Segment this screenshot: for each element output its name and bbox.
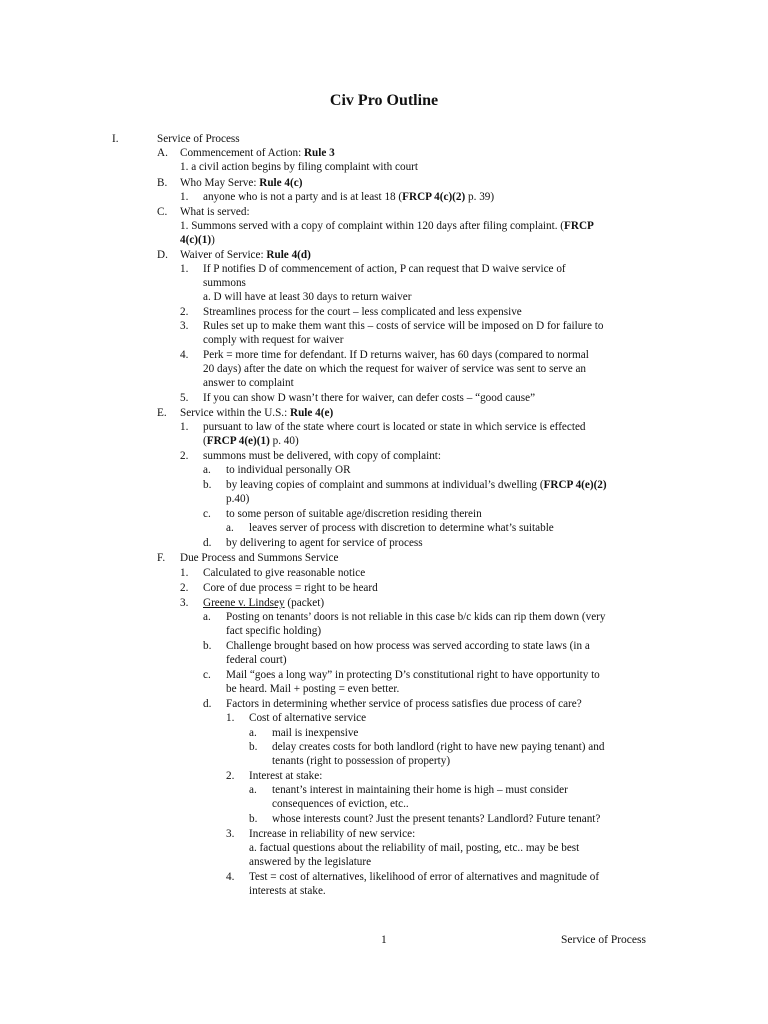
outline-line — [203, 581, 378, 595]
line-text: Core of due process = right to be heard — [203, 582, 378, 594]
line-text: whose interests count? Just the present tenants? Landlord? Future tenant? — [272, 813, 601, 825]
outline-line — [203, 190, 494, 204]
line-text: a. D will have at least 30 days to return waiver — [203, 291, 412, 303]
line-text: answered by the legislature — [249, 856, 372, 868]
outline-marker: c. — [203, 508, 211, 520]
rule-citation: FRCP 4(e)(2) — [543, 479, 607, 491]
line-text: to individual personally OR — [226, 464, 351, 476]
line-text: Mail “goes a long way” in protecting D’s constitutional right to have opportunity to — [226, 669, 600, 681]
outline-line — [203, 449, 441, 463]
outline-line — [180, 146, 335, 160]
line-text: 1. Summons served with a copy of complaint within 120 days after filing complaint. ( — [180, 220, 565, 232]
outline-line — [203, 391, 535, 405]
line-text: answer to complaint — [203, 377, 294, 389]
line-text: anyone who is not a party and is at least 18 ( — [203, 191, 403, 203]
outline-line — [272, 754, 450, 768]
line-text: Commencement of Action: — [180, 147, 304, 159]
line-text: tenant’s interest in maintaining their home is high – must consider — [272, 784, 568, 796]
outline-line — [249, 711, 366, 725]
outline-line — [203, 376, 294, 390]
outline-marker: c. — [203, 669, 211, 681]
outline-marker: 1. — [180, 421, 189, 433]
outline-marker: d. — [203, 698, 212, 710]
page-number: 1 — [381, 934, 387, 946]
line-text: Factors in determining whether service of process satisfies due process of care? — [226, 698, 582, 710]
line-text: If you can show D wasn’t there for waiver, can defer costs – “good cause” — [203, 392, 536, 404]
outline-marker: 3. — [180, 597, 189, 609]
outline-line — [180, 219, 594, 233]
line-text: What is served: — [180, 206, 250, 218]
outline-line — [180, 160, 418, 174]
line-text: p.40) — [226, 493, 250, 505]
outline-line — [249, 841, 579, 855]
outline-line — [180, 176, 302, 190]
outline-line — [203, 348, 589, 362]
outline-line — [226, 478, 607, 492]
outline-line — [203, 333, 343, 347]
rule-citation: Rule 3 — [303, 147, 335, 159]
outline-marker: 2. — [226, 770, 235, 782]
outline-marker: F. — [157, 552, 166, 564]
outline-line — [272, 797, 409, 811]
outline-marker: C. — [157, 206, 168, 218]
outline-marker: a. — [249, 784, 257, 796]
line-text: Who May Serve: — [180, 177, 260, 189]
line-text: consequences of eviction, etc.. — [272, 798, 409, 810]
line-text: ) — [211, 234, 215, 246]
line-text: Rules set up to make them want this – costs of service will be imposed on D for failure to — [203, 320, 604, 332]
rule-citation: FRCP — [564, 220, 594, 232]
outline-marker: a. — [203, 464, 211, 476]
footer-section-title: Service of Process — [561, 934, 646, 946]
outline-line — [226, 653, 287, 667]
line-text: Service within the U.S.: — [180, 407, 290, 419]
line-text: fact specific holding) — [226, 625, 322, 637]
outline-line — [180, 551, 338, 565]
line-text: summons — [203, 277, 246, 289]
rule-citation: 4(c)(1) — [180, 234, 212, 246]
outline-marker: b. — [203, 640, 212, 652]
line-text: 20 days) after the date on which the request for waiver of service was sent to serve an — [203, 363, 587, 375]
rule-citation: Rule 4(e) — [290, 407, 334, 419]
outline-marker: 1. — [226, 712, 235, 724]
outline-marker: E. — [157, 407, 167, 419]
document-title: Civ Pro Outline — [329, 92, 439, 109]
outline-line — [226, 507, 482, 521]
line-text: leaves server of process with discretion to determine what’s suitable — [249, 522, 554, 534]
outline-marker: 3. — [180, 320, 189, 332]
outline-marker: a. — [203, 611, 211, 623]
outline-line — [226, 624, 321, 638]
line-text: ( — [203, 435, 207, 447]
line-text: comply with request for waiver — [203, 334, 344, 346]
outline-marker: B. — [157, 177, 168, 189]
line-text: Streamlines process for the court – less complicated and less expensive — [203, 306, 522, 318]
line-text: Waiver of Service: — [180, 249, 267, 261]
outline-line — [203, 420, 586, 434]
outline-marker: 2. — [180, 450, 189, 462]
outline-line — [226, 492, 249, 506]
outline-line — [226, 697, 582, 711]
outline-line — [272, 812, 600, 826]
outline-line — [203, 262, 566, 276]
rule-citation: FRCP 4(c)(2) — [402, 191, 466, 203]
line-text: If P notifies D of commencement of action, P can request that D waive service of — [203, 263, 566, 275]
outline-line — [226, 463, 351, 477]
outline-line — [226, 610, 605, 624]
line-text: Calculated to give reasonable notice — [203, 567, 366, 579]
line-text: interests at stake. — [249, 885, 326, 897]
outline-marker: b. — [249, 813, 258, 825]
outline-marker: 4. — [226, 871, 235, 883]
outline-marker: 5. — [180, 392, 189, 404]
line-text: (packet) — [284, 597, 325, 609]
outline-marker: d. — [203, 537, 212, 549]
outline-line — [180, 406, 333, 420]
outline-marker: b. — [249, 741, 258, 753]
line-text: delay creates costs for both landlord (right to have new paying tenant) and — [272, 741, 605, 753]
outline-line — [226, 639, 590, 653]
line-text: to some person of suitable age/discretion residing therein — [226, 508, 482, 520]
line-text: Due Process and Summons Service — [180, 552, 339, 564]
rule-citation: Rule 4(d) — [266, 249, 311, 261]
line-text: p. 40) — [269, 435, 299, 447]
outline-line — [203, 305, 522, 319]
line-text: Cost of alternative service — [249, 712, 367, 724]
outline-line — [226, 682, 399, 696]
outline-line — [249, 769, 322, 783]
line-text: p. 39) — [465, 191, 495, 203]
line-text: Increase in reliability of new service: — [249, 828, 416, 840]
outline-marker: 2. — [180, 306, 189, 318]
rule-citation: FRCP 4(e)(1) — [206, 435, 270, 447]
outline-line — [272, 726, 358, 740]
line-text: by leaving copies of complaint and summons at individual’s dwelling ( — [226, 479, 544, 491]
outline-line — [203, 290, 411, 304]
line-text: a. factual questions about the reliability of mail, posting, etc.. may be best — [249, 842, 580, 854]
line-text: Service of Process — [157, 133, 240, 145]
outline-marker: A. — [157, 147, 168, 159]
line-text: federal court) — [226, 654, 287, 666]
outline-line — [157, 132, 240, 146]
line-text: pursuant to law of the state where court is located or state in which service is effected — [203, 421, 586, 433]
outline-line — [226, 536, 423, 550]
line-text: Perk = more time for defendant. If D returns waiver, has 60 days (compared to normal — [203, 349, 589, 361]
outline-line — [203, 319, 604, 333]
outline-line — [203, 276, 246, 290]
outline-line — [249, 827, 415, 841]
line-text: Interest at stake: — [249, 770, 323, 782]
outline-marker: D. — [157, 249, 168, 261]
line-text: summons must be delivered, with copy of complaint: — [203, 450, 442, 462]
outline-line — [203, 362, 586, 376]
line-text: Test = cost of alternatives, likelihood of error of alternatives and magnitude of — [249, 871, 600, 883]
outline-marker: I. — [112, 133, 119, 145]
outline-line — [180, 233, 215, 247]
line-text: Challenge brought based on how process was served according to state laws (in a — [226, 640, 590, 652]
outline-marker: 4. — [180, 349, 189, 361]
outline-line — [203, 434, 299, 448]
outline-marker: a. — [249, 727, 257, 739]
outline-line — [180, 248, 311, 262]
line-text: mail is inexpensive — [272, 727, 359, 739]
outline-line — [249, 521, 554, 535]
outline-marker: a. — [226, 522, 234, 534]
outline-line — [180, 205, 250, 219]
outline-line — [272, 740, 604, 754]
outline-line — [249, 870, 599, 884]
outline-line — [203, 596, 324, 610]
outline-line — [203, 566, 365, 580]
outline-marker: 1. — [180, 567, 189, 579]
line-text: be heard. Mail + posting = even better. — [226, 683, 400, 695]
line-text: Posting on tenants’ doors is not reliable in this case b/c kids can rip them down (very — [226, 611, 606, 623]
line-text: by delivering to agent for service of process — [226, 537, 423, 549]
line-text: tenants (right to possession of property) — [272, 755, 451, 767]
outline-line — [249, 855, 371, 869]
outline-line — [249, 884, 326, 898]
outline-marker: 1. — [180, 191, 189, 203]
outline-line — [226, 668, 600, 682]
outline-marker: 1. — [180, 263, 189, 275]
rule-citation: Rule 4(c) — [259, 177, 303, 189]
outline-marker: 3. — [226, 828, 235, 840]
outline-marker: 2. — [180, 582, 189, 594]
outline-marker: b. — [203, 479, 212, 491]
outline-line — [272, 783, 568, 797]
case-name: Greene v. Lindsey — [203, 597, 285, 609]
line-text: 1. a civil action begins by filing complaint with court — [180, 161, 418, 173]
